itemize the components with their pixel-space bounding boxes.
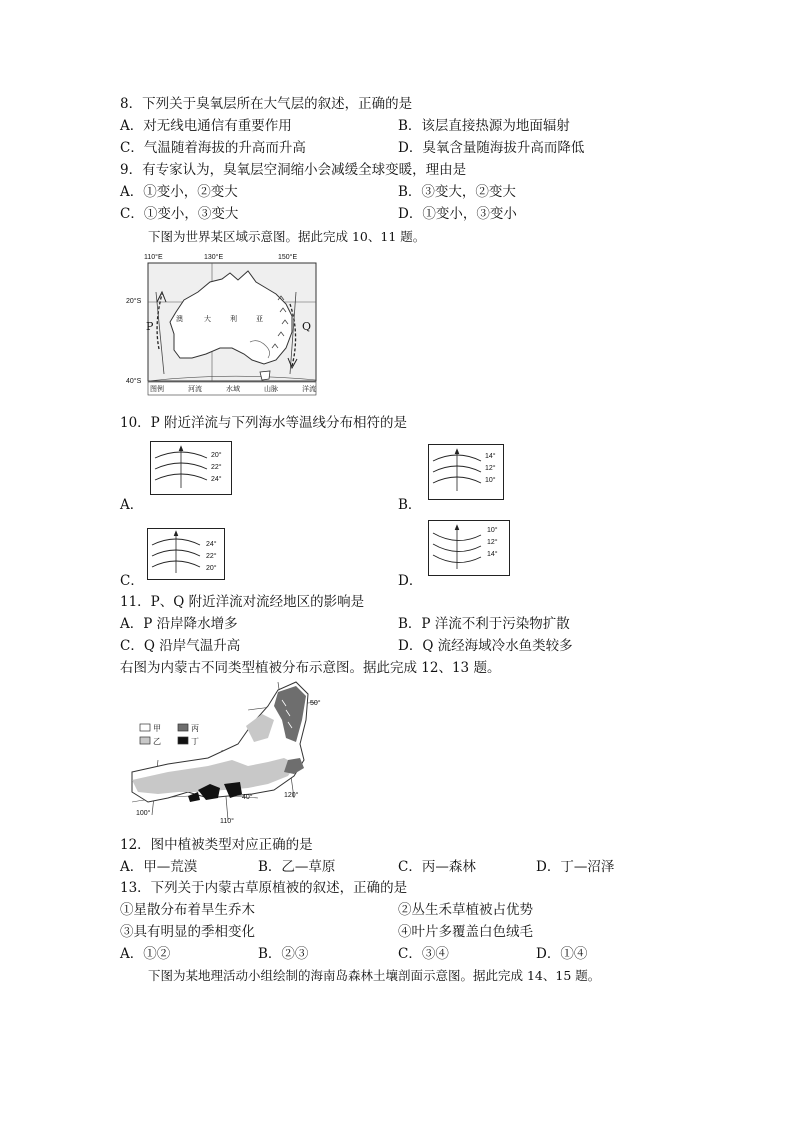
current-q-label: Q <box>302 320 312 333</box>
region-char-1: 澳 <box>176 316 183 323</box>
region-char-4: 亚 <box>256 316 263 323</box>
australia-map <box>126 254 322 396</box>
q13-option-d[interactable]: D．①④ <box>536 946 588 962</box>
iso-b-label-1: 14° <box>485 453 496 460</box>
intro-q10-11: 下图为世界某区域示意图。据此完成 10、11 题。 <box>148 229 426 244</box>
lon-label-100: 100° <box>136 810 151 817</box>
legend-title: 图例 <box>150 386 164 393</box>
q9-option-b[interactable]: B．③变大，②变大 <box>398 184 516 200</box>
lat-label-20s: 20°S <box>126 298 142 305</box>
map-legend <box>150 384 316 394</box>
q13-statement-4: ④叶片多覆盖白色绒毛 <box>398 924 533 940</box>
q9-option-a[interactable]: A．①变小，②变大 <box>120 184 238 200</box>
iso-b-label-3: 10° <box>485 477 496 484</box>
iso-a-label-1: 20° <box>211 452 222 459</box>
q8-option-a[interactable]: A．对无线电通信有重要作用 <box>120 118 292 134</box>
iso-c-label-1: 24° <box>206 541 217 548</box>
q8-option-b[interactable]: B．该层直接热源为地面辐射 <box>398 118 570 134</box>
q12-stem: 12．图中植被类型对应正确的是 <box>120 837 313 853</box>
isotherm-diagram-d[interactable] <box>428 520 510 576</box>
q10-option-d[interactable]: D． <box>398 573 423 589</box>
q13-option-b[interactable]: B．②③ <box>258 946 309 962</box>
q10-option-c[interactable]: C． <box>120 573 144 589</box>
legend-mountain: 山脉 <box>264 386 278 393</box>
legend-ding: 丁 <box>191 737 199 746</box>
isotherm-diagram-c[interactable] <box>147 528 225 580</box>
iso-d-label-1: 10° <box>487 527 498 534</box>
iso-c-label-3: 20° <box>206 565 217 572</box>
q11-stem: 11．P、Q 附近洋流对流经地区的影响是 <box>120 594 365 610</box>
current-p-label: P <box>146 320 154 333</box>
q10-stem: 10．P 附近洋流与下列海水等温线分布相符的是 <box>120 415 408 431</box>
iso-c-label-2: 22° <box>206 553 217 560</box>
legend-jia: 甲 <box>153 724 161 733</box>
q13-statement-3: ③具有明显的季相变化 <box>120 924 255 940</box>
legend-yi: 乙 <box>153 737 161 746</box>
iso-a-label-3: 24° <box>211 476 222 483</box>
isotherm-diagram-a[interactable] <box>150 441 232 495</box>
lon-label-150: 150°E <box>278 254 298 261</box>
q13-statement-2: ②丛生禾草植被占优势 <box>398 902 533 918</box>
lon-label-130: 130°E <box>204 254 224 261</box>
iso-b-label-2: 12° <box>485 465 496 472</box>
q11-option-c[interactable]: C．Q 沿岸气温升高 <box>120 638 241 654</box>
isotherm-diagram-b[interactable] <box>428 444 504 500</box>
q12-option-d[interactable]: D．丁—沼泽 <box>536 859 615 875</box>
lon-label-110: 110°E <box>144 254 163 261</box>
q13-option-c[interactable]: C．③④ <box>398 946 449 962</box>
lon-label-110: 110° <box>220 818 234 825</box>
intro-q12-13: 右图为内蒙古不同类型植被分布示意图。据此完成 12、13 题。 <box>120 660 501 676</box>
inner-mongolia-map <box>128 680 328 830</box>
q13-statement-1: ①星散分布着旱生乔木 <box>120 902 255 918</box>
legend-current: 洋流 <box>302 386 316 393</box>
q11-option-d[interactable]: D．Q 流经海域冷水鱼类较多 <box>398 638 573 654</box>
q8-option-d[interactable]: D．臭氧含量随海拔升高而降低 <box>398 140 585 156</box>
q9-option-c[interactable]: C．①变小，③变大 <box>120 206 239 222</box>
intro-q14-15: 下图为某地理活动小组绘制的海南岛森林土壤剖面示意图。据此完成 14、15 题。 <box>148 968 601 983</box>
legend-bing: 丙 <box>191 724 199 733</box>
region-char-3: 利 <box>230 316 237 323</box>
q11-option-b[interactable]: B．P 洋流不利于污染物扩散 <box>398 616 570 632</box>
q13-option-a[interactable]: A．①② <box>120 946 171 962</box>
iso-a-label-2: 22° <box>211 464 222 471</box>
lat-label-50: 50° <box>310 700 321 707</box>
q10-option-b[interactable]: B． <box>398 497 422 513</box>
legend-water: 水域 <box>226 386 240 393</box>
legend-river: 河流 <box>188 386 202 393</box>
iso-d-label-3: 14° <box>487 551 498 558</box>
lon-label-120: 120° <box>284 792 299 799</box>
region-char-2: 大 <box>204 316 211 323</box>
q9-stem: 9．有专家认为，臭氧层空洞缩小会减缓全球变暖，理由是 <box>120 162 467 178</box>
q12-option-b[interactable]: B．乙—草原 <box>258 859 336 875</box>
q10-option-a[interactable]: A． <box>120 497 144 513</box>
q8-stem: 8．下列关于臭氧层所在大气层的叙述，正确的是 <box>120 96 413 112</box>
iso-d-label-2: 12° <box>487 539 498 546</box>
q11-option-a[interactable]: A．P 沿岸降水增多 <box>120 616 238 632</box>
q8-option-c[interactable]: C．气温随着海拔的升高而升高 <box>120 140 306 156</box>
q12-option-a[interactable]: A．甲—荒漠 <box>120 859 198 875</box>
q9-option-d[interactable]: D．①变小，③变小 <box>398 206 517 222</box>
q13-stem: 13．下列关于内蒙古草原植被的叙述，正确的是 <box>120 880 408 896</box>
lat-label-40s: 40°S <box>126 378 142 385</box>
q12-option-c[interactable]: C．丙—森林 <box>398 859 476 875</box>
lat-label-40: 40° <box>242 794 253 801</box>
